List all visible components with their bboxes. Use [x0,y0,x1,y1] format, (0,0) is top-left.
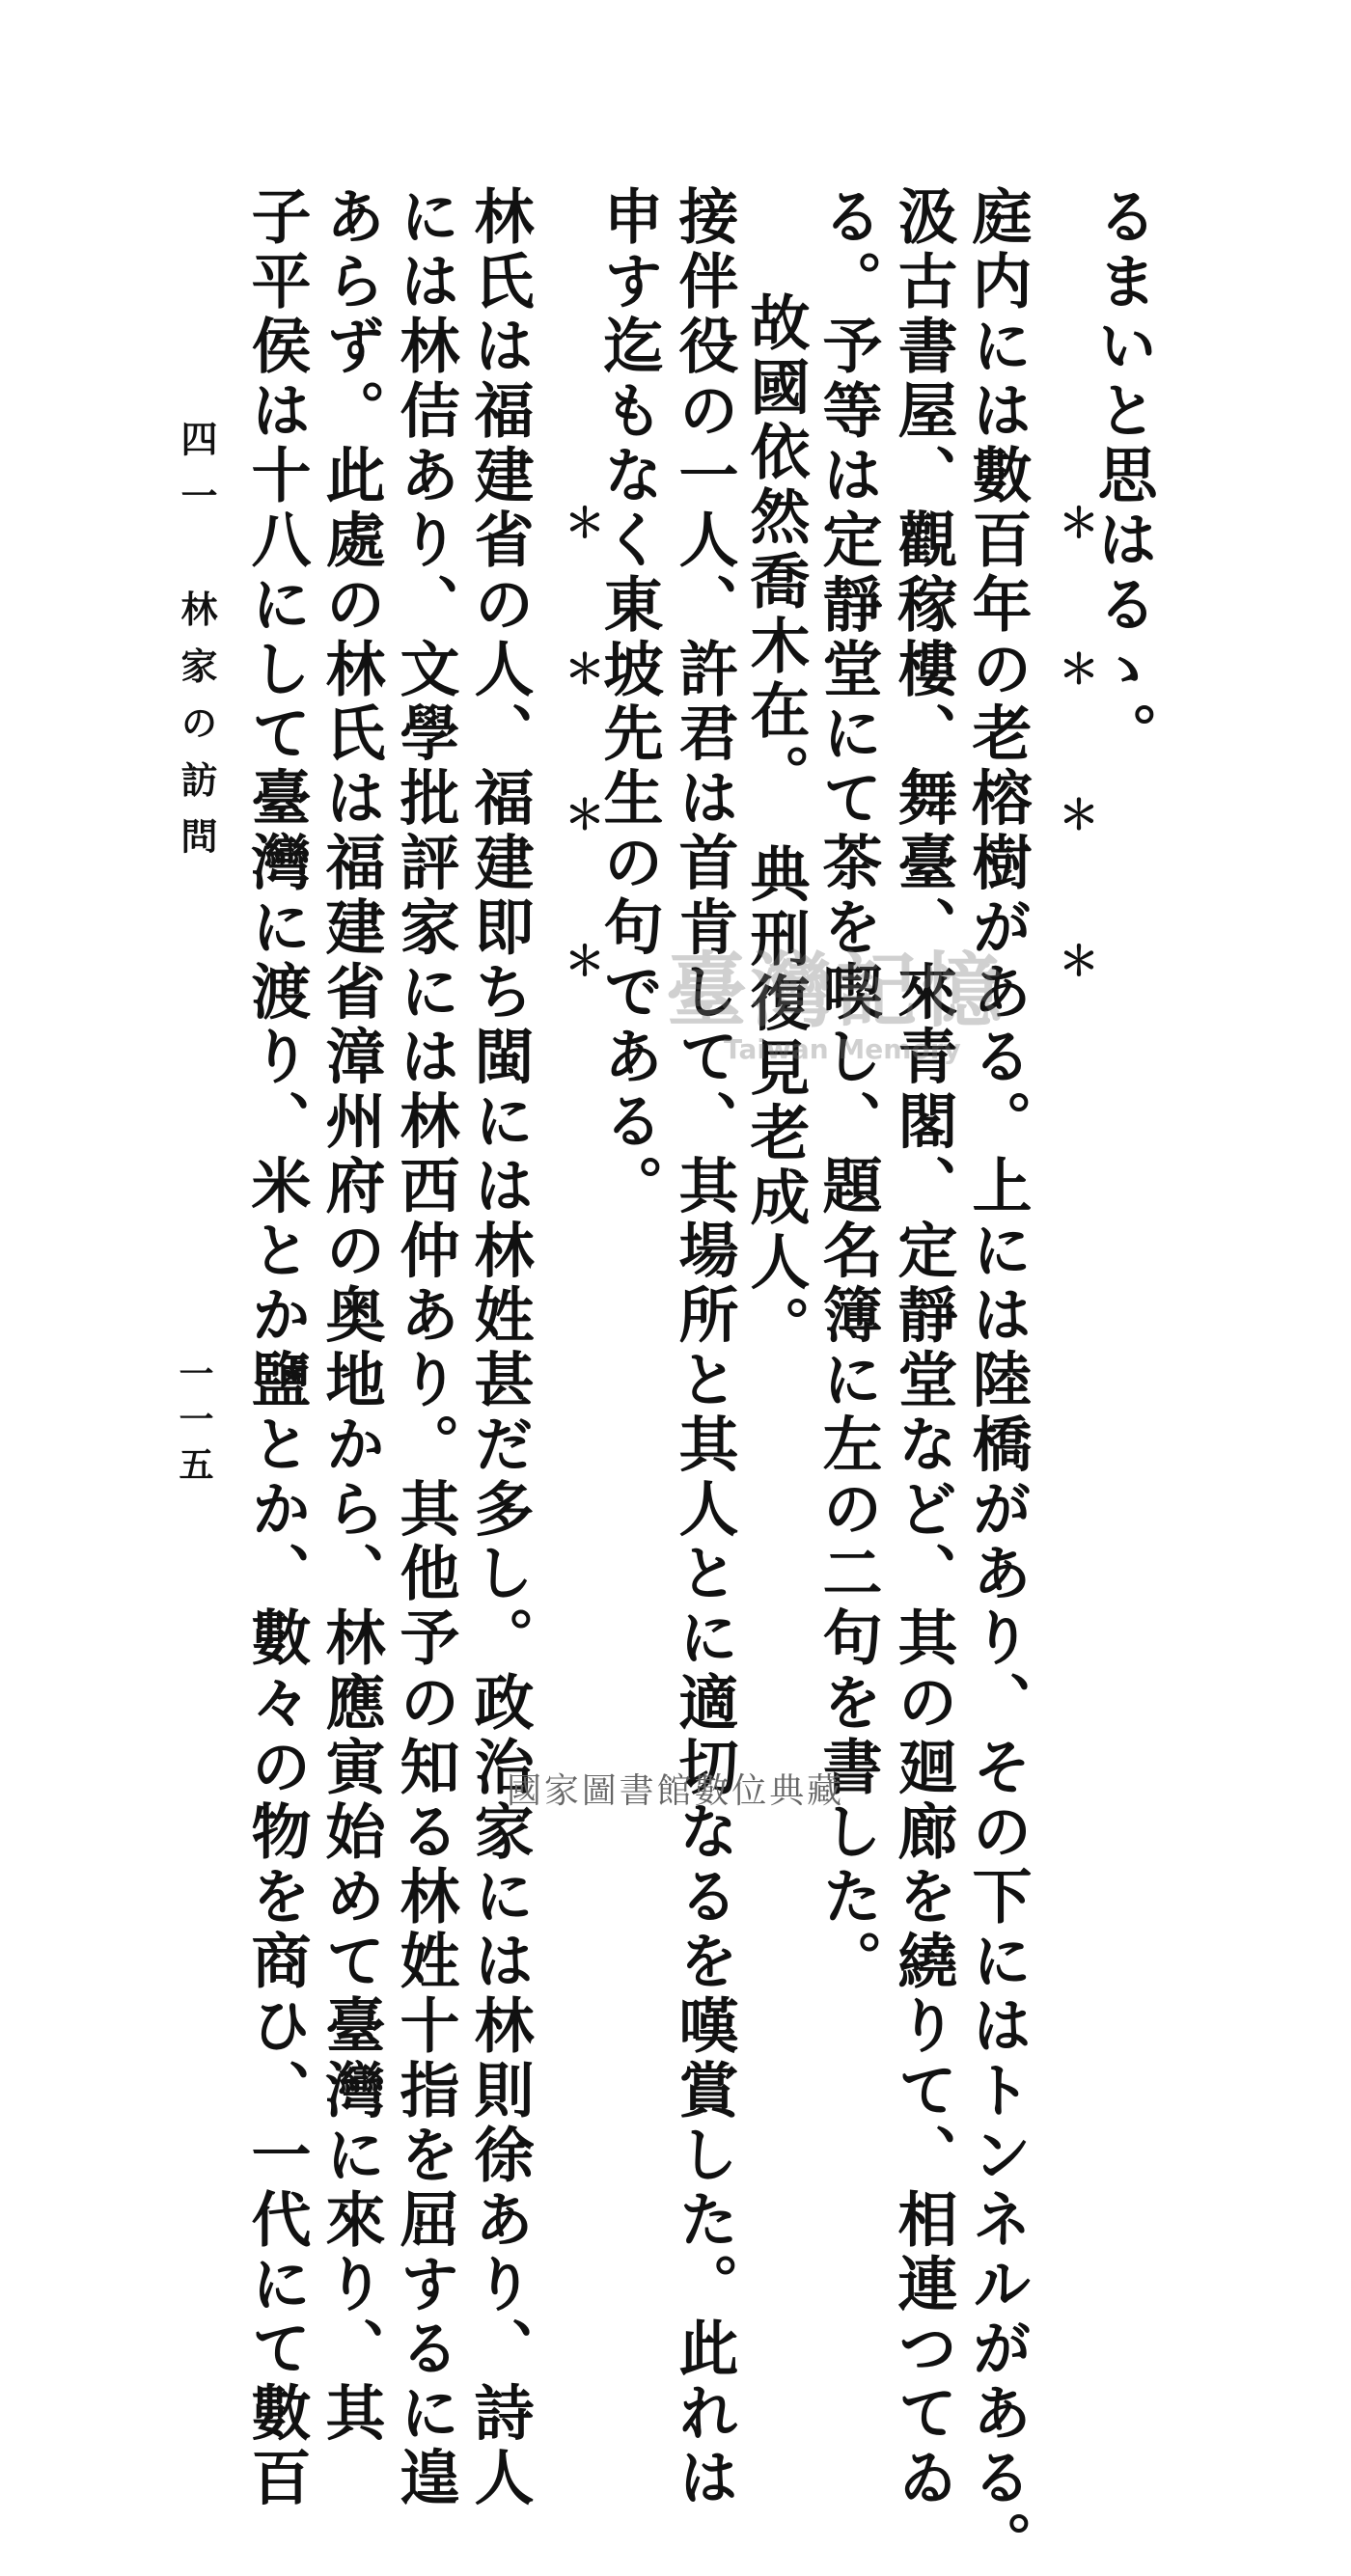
text-column-10: 子平侯は十八にして臺灣に渡り、米とか鹽とか、數々の物を商ひ、一代にて數百 [241,185,312,2511]
watermark-subtitle: Taiwan Memory [724,1033,961,1065]
section-separator-right: ＊＊＊＊ [1053,502,1100,1085]
text-column-8: には林佶あり、文學批評家には林西仲あり。其他予の知る林姓十指を屈するに遑 [390,185,460,2511]
watermark-title: 臺灣記憶 [666,944,1006,1038]
poem-column: 故國依然喬木在。 典刑復見老成人。 [740,291,811,1360]
text-column-5: 接伴役の一人、許君は首肯して、其場所と其人とに適切なるを嘆賞した。此れは [669,185,739,2511]
text-column-6: 申す迄もなく東坡先生の句である。 [593,185,664,1219]
text-column-7: 林氏は福建省の人、福建即ち閩には林姓甚だ多し。政治家には林則徐あり、詩人 [464,185,535,2511]
text-column-3: 汲古書屋、觀稼樓、舞臺、來青閣、定靜堂など、其の廻廊を繞りて、相連つてゐ [888,185,958,2511]
running-header: 四一 林家の訪問 [175,420,218,875]
page-number: 一一五 [174,1356,214,1492]
text-column-4: る。予等は定靜堂にて茶を喫し、題名簿に左の二句を書した。 [813,185,883,1994]
text-column-9: あらず。此處の林氏は福建省漳州府の奥地から、林應寅始めて臺灣に來り、其 [316,185,386,2447]
text-column-2: 庭内には數百年の老榕樹がある。上には陸橋があり、その下にはトンネルがある。 [962,185,1033,2576]
library-footer: 國家圖書館數位典藏 [507,1771,844,1811]
watermark-logo [666,926,1006,1065]
text-column-1: るまいと思はるゝ。 [1088,185,1158,767]
section-separator-left: ＊＊＊＊ [559,502,606,1085]
